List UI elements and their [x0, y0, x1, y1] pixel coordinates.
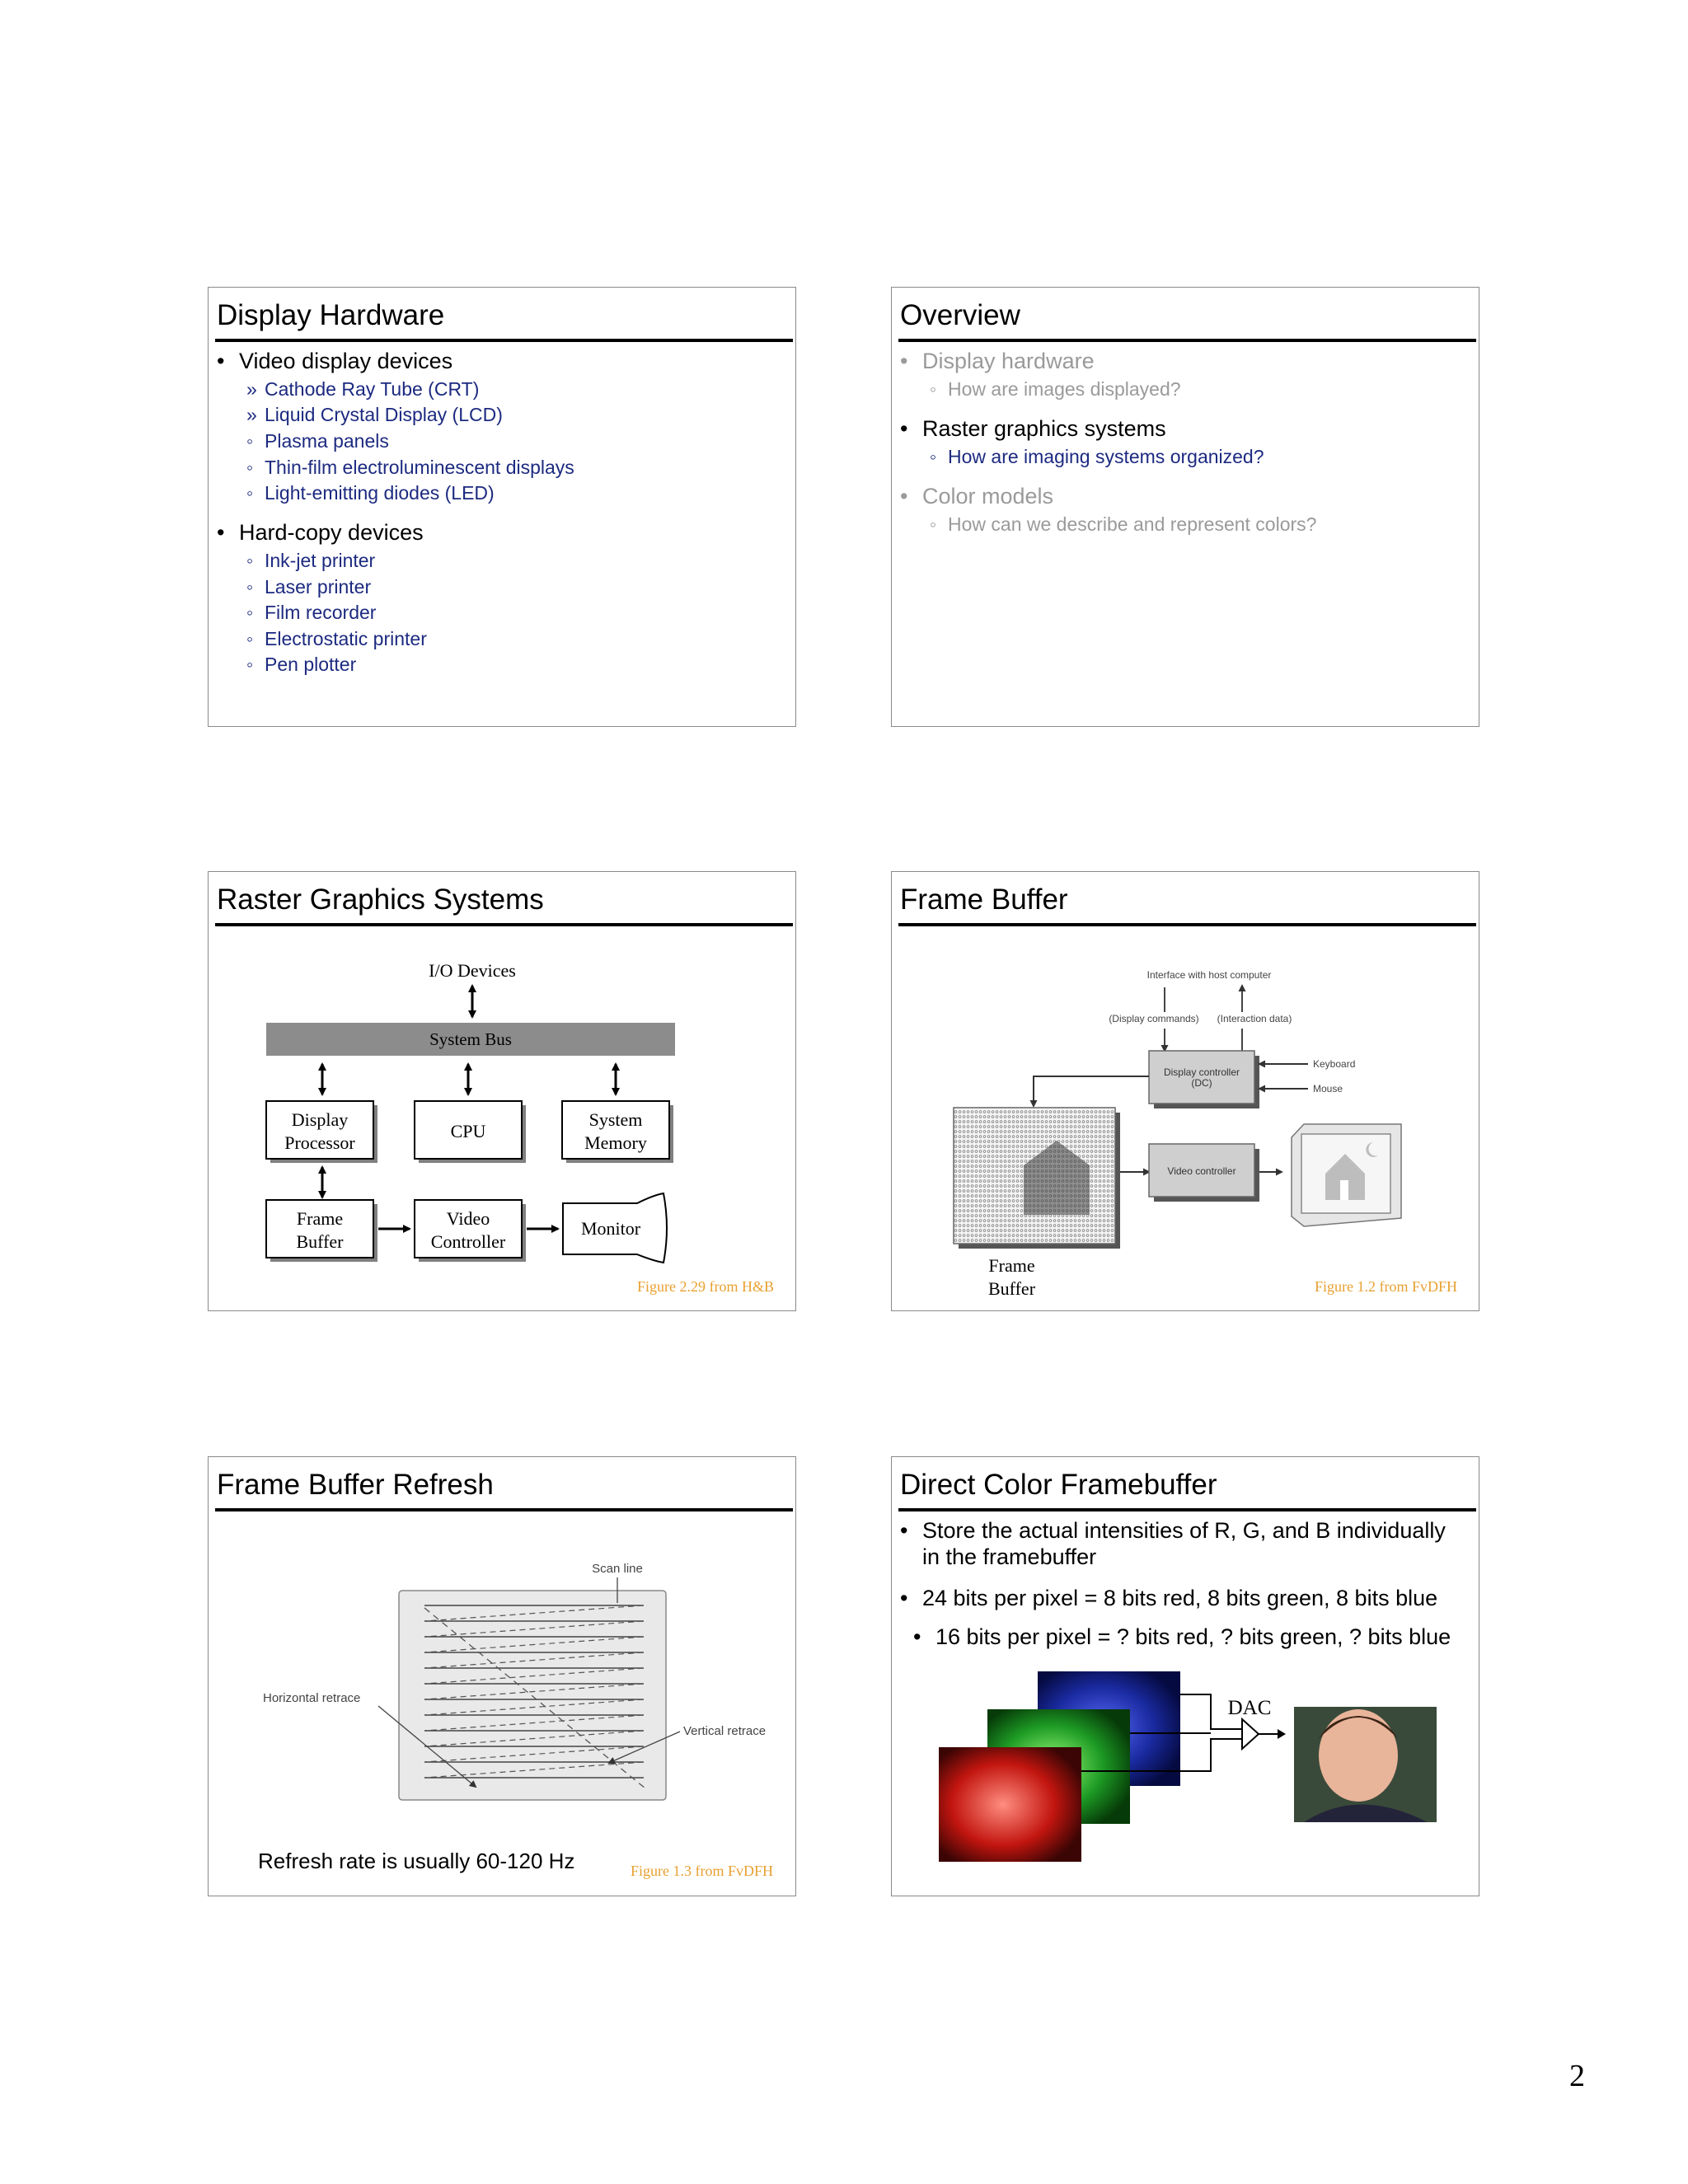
- figure-caption: Figure 2.29 from H&B: [637, 1278, 774, 1295]
- sub-bullet-text: How are imaging systems organized?: [948, 446, 1264, 467]
- video-controller-label: Video controller: [1167, 1165, 1236, 1177]
- bullet-text: Store the actual intensities of R, G, and B individually: [922, 1518, 1446, 1543]
- sub-bullet-text: Laser printer: [265, 576, 372, 598]
- slide-overview: [891, 287, 1479, 727]
- refresh-rate-note: Refresh rate is usually 60-120 Hz: [258, 1849, 575, 1873]
- cpu-label: CPU: [450, 1121, 486, 1141]
- sub-bullet: ◦ Film recorder: [246, 602, 377, 623]
- bullet: • Display hardware: [900, 349, 1095, 373]
- bullet-text: Color models: [922, 484, 1054, 509]
- raster-system-diagram: [209, 872, 797, 1312]
- sub-bullet: ◦ Thin-film electroluminescent displays: [246, 457, 574, 478]
- scan-refresh-diagram: [209, 1457, 797, 1897]
- sub-bullet: ◦ Ink-jet printer: [246, 550, 376, 571]
- slide-title: Frame Buffer: [900, 883, 1068, 916]
- frame-buffer-label-line: Buffer: [988, 1278, 1036, 1299]
- sub-bullet-text: Liquid Crystal Display (LCD): [265, 404, 503, 425]
- frame-buffer-caption-label: [988, 1254, 1035, 1301]
- sub-bullet-text: Cathode Ray Tube (CRT): [265, 378, 480, 400]
- sub-bullet: ◦ Laser printer: [246, 576, 372, 598]
- sub-bullet: ◦ How are imaging systems organized?: [930, 446, 1264, 467]
- sub-bullet-text: Electrostatic printer: [265, 628, 427, 649]
- dc-label: Display controller: [1163, 1066, 1240, 1078]
- sub-bullet: ◦ Pen plotter: [246, 654, 357, 675]
- bullet-continuation: in the framebuffer: [922, 1544, 1097, 1569]
- slide-title: Raster Graphics Systems: [217, 883, 544, 916]
- figure-caption: Figure 1.2 from FvDFH: [1315, 1278, 1458, 1295]
- bullet: • Raster graphics systems: [900, 416, 1166, 441]
- red-channel-image: [939, 1747, 1081, 1862]
- slide-title: Frame Buffer Refresh: [217, 1469, 494, 1501]
- sub-bullet-text: How are images displayed?: [948, 378, 1181, 400]
- bullet-text: Video display devices: [239, 349, 453, 373]
- bullet: • Store the actual intensities of R, G, and B individually: [900, 1518, 1446, 1543]
- slide-title: Direct Color Framebuffer: [900, 1469, 1217, 1501]
- video-controller-label: Controller: [430, 1231, 506, 1252]
- sub-bullet: ◦ Light-emitting diodes (LED): [246, 482, 495, 504]
- system-memory-label: Memory: [584, 1132, 647, 1153]
- bullet-text: 24 bits per pixel = 8 bits red, 8 bits green, 8 bits blue: [922, 1586, 1438, 1610]
- bullet: • Color models: [900, 484, 1054, 509]
- keyboard-label: Keyboard: [1313, 1058, 1356, 1070]
- title-rule: [215, 339, 793, 342]
- io-devices-label: I/O Devices: [429, 960, 516, 981]
- horizontal-retrace-label: Horizontal retrace: [263, 1691, 361, 1705]
- frame-buffer-label: Buffer: [296, 1231, 344, 1252]
- bullet: • 16 bits per pixel = ? bits red, ? bits green, ? bits blue: [913, 1624, 1451, 1649]
- sub-bullet-text: Plasma panels: [265, 430, 389, 452]
- scan-line-label: Scan line: [592, 1562, 643, 1576]
- slide-frame-buffer-refresh: [208, 1456, 796, 1896]
- bullet-text: Display hardware: [922, 349, 1095, 373]
- slide-frame-buffer: [891, 871, 1479, 1311]
- slide-direct-color: [891, 1456, 1479, 1896]
- slide-display-hardware: [208, 287, 796, 727]
- sub-bullet: ◦ How are images displayed?: [930, 378, 1181, 400]
- sub-bullet-text: Ink-jet printer: [265, 550, 376, 571]
- sub-bullet: » Cathode Ray Tube (CRT): [246, 378, 480, 400]
- bullet-text: Raster graphics systems: [922, 416, 1166, 441]
- system-bus-label: System Bus: [429, 1029, 512, 1049]
- display-processor-label: Processor: [284, 1132, 355, 1153]
- screen-area: [399, 1591, 666, 1800]
- bullet: • Video display devices: [217, 349, 453, 373]
- frame-buffer-diagram: [892, 872, 1480, 1312]
- display-commands-label: (Display commands): [1109, 1013, 1199, 1024]
- frame-buffer-label: Frame: [296, 1208, 344, 1229]
- monitor-label: Monitor: [580, 1218, 641, 1239]
- title-rule: [898, 339, 1476, 342]
- system-memory-label: System: [588, 1109, 643, 1130]
- slide-raster-graphics: [208, 871, 796, 1311]
- interface-label: Interface with host computer: [1146, 969, 1272, 981]
- sub-bullet-text: Film recorder: [265, 602, 377, 623]
- bullet: • 24 bits per pixel = 8 bits red, 8 bits green, 8 bits blue: [900, 1586, 1438, 1610]
- bullet-text: Hard-copy devices: [239, 520, 424, 545]
- rgb-framebuffer-diagram: [892, 1457, 1480, 1897]
- sub-bullet: » Liquid Crystal Display (LCD): [246, 404, 503, 425]
- sub-bullet: ◦ Electrostatic printer: [246, 628, 427, 649]
- sub-bullet-text: How can we describe and represent colors?: [948, 513, 1317, 535]
- slide-title: Display Hardware: [217, 299, 445, 331]
- sub-bullet-text: Pen plotter: [265, 654, 357, 675]
- slide-title: Overview: [900, 299, 1020, 331]
- dac-label: DAC: [1227, 1697, 1272, 1719]
- sub-bullet: ◦ Plasma panels: [246, 430, 389, 452]
- mouse-label: Mouse: [1313, 1083, 1343, 1094]
- frame-buffer-label-line: Frame: [988, 1255, 1035, 1276]
- bullet-text: 16 bits per pixel = ? bits red, ? bits green, ? bits blue: [935, 1624, 1451, 1649]
- dc-label: (DC): [1191, 1077, 1212, 1089]
- sub-bullet: ◦ How can we describe and represent colors?: [930, 513, 1317, 535]
- interaction-data-label: (Interaction data): [1217, 1013, 1292, 1024]
- sub-bullet-text: Light-emitting diodes (LED): [265, 482, 495, 504]
- page-number: 2: [1569, 2059, 1585, 2093]
- bullet: • Hard-copy devices: [217, 520, 424, 545]
- display-processor-label: Display: [291, 1109, 349, 1130]
- video-controller-label: Video: [446, 1208, 490, 1229]
- dac-triangle: [1242, 1719, 1259, 1749]
- vertical-retrace-label: Vertical retrace: [683, 1724, 767, 1738]
- figure-caption: Figure 1.3 from FvDFH: [631, 1863, 774, 1879]
- sub-bullet-text: Thin-film electroluminescent displays: [265, 457, 574, 478]
